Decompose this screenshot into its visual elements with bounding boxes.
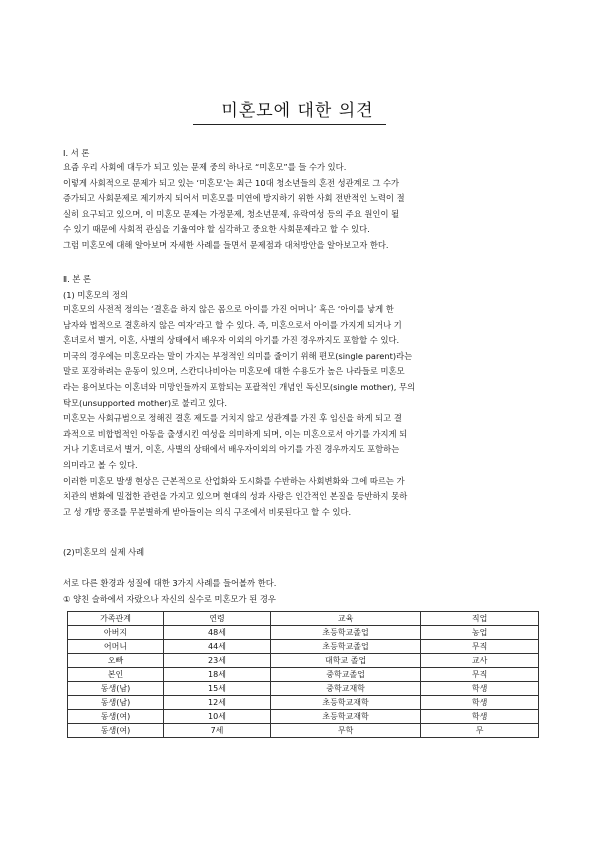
table-cell: 초등학교재학 xyxy=(270,696,420,710)
table-cell: 무학 xyxy=(270,724,420,738)
paragraph-line: 미혼모는 사회규범으로 정해진 결혼 제도를 거치지 않고 성관계를 가진 후 임신을 하게 되고 결 xyxy=(63,413,402,424)
column-header: 가족관계 xyxy=(68,612,164,626)
case-study-heading: (2)미혼모의 실제 사례 xyxy=(63,547,145,557)
table-cell: 동생(남) xyxy=(68,682,164,696)
paragraph-line: 말로 포장하려는 운동이 있으며, 스칸디나비아는 미혼모에 대한 수용도가 높은 나라들로 미혼모 xyxy=(63,366,405,377)
paragraph-line: 탁모(unsupported mother)로 불리고 있다. xyxy=(63,397,228,408)
table-cell: 본인 xyxy=(68,668,164,682)
table-cell: 동생(남) xyxy=(68,696,164,710)
paragraph-line: 과적으로 비합법적인 아동을 출생시킨 여성을 의미하게 되며, 이는 미혼으로서 아기를 가지게 되 xyxy=(63,428,408,439)
table-cell: 아버지 xyxy=(68,626,164,640)
table-cell: 무직 xyxy=(421,668,539,682)
body-heading: Ⅱ. 본 론 xyxy=(63,274,92,284)
paragraph-line: 치관의 변화에 밀접한 관련을 가지고 있으며 현대의 성과 사랑은 인간적인 본질을 등반하지 못하 xyxy=(63,491,408,502)
table-cell: 48세 xyxy=(164,626,271,640)
family-table xyxy=(67,611,539,738)
paragraph-line: 의미라고 볼 수 있다. xyxy=(63,459,138,470)
paragraph-line: 수 있기 때문에 사회적 관심을 기울여야 할 심각하고 중요한 사회문제라고 할 수 있다. xyxy=(63,224,370,235)
table-cell: 15세 xyxy=(164,682,271,696)
table-cell: 44세 xyxy=(164,640,271,654)
column-header: 직업 xyxy=(421,612,539,626)
table-row xyxy=(68,654,539,668)
definition-paragraph xyxy=(63,302,545,520)
table-cell: 오빠 xyxy=(68,654,164,668)
table-cell: 농업 xyxy=(421,626,539,640)
table-row xyxy=(68,710,539,724)
table-cell: 10세 xyxy=(164,710,271,724)
document-title: 미혼모에 대한 의견 xyxy=(221,101,374,121)
paragraph-line: 미혼모의 사전적 정의는 ‘결혼을 하지 않은 몸으로 아이를 가진 어머니’ 혹은 ‘아이를 낳게 한 xyxy=(63,304,394,314)
table-cell: 7세 xyxy=(164,724,271,738)
table-cell: 동생(여) xyxy=(68,724,164,738)
intro-paragraph xyxy=(63,160,545,254)
case-study-intro: 서로 다른 환경과 성질에 대한 3가지 사례를 들어볼까 한다. xyxy=(63,578,277,588)
table-row xyxy=(68,682,539,696)
table-cell: 12세 xyxy=(164,696,271,710)
table-cell: 초등학교졸업 xyxy=(270,626,420,640)
table-row xyxy=(68,626,539,640)
paragraph-line: 그럼 미혼모에 대해 알아보며 자세한 사례를 들면서 문제점과 대처방안을 알아보고자 한다. xyxy=(63,239,389,250)
paragraph-line: 이렇게 사회적으로 문제가 되고 있는 ‘미혼모’는 최근 10대 청소년들의 혼전 성관계로 그 수가 xyxy=(63,177,400,188)
table-cell: 무직 xyxy=(421,640,539,654)
title-underline xyxy=(193,124,386,125)
table-row xyxy=(68,696,539,710)
paragraph-line: 라는 용어보다는 이혼녀와 미망인들까지 포함되는 포괄적인 개념인 독신모(single mother), 무의 xyxy=(63,381,416,392)
paragraph-line: 남자와 법적으로 결혼하지 않은 여자’라고 할 수 있다. 즉, 미혼으로서 아이를 가지게 되거나 기 xyxy=(63,319,402,330)
paragraph-line: 미국의 경우에는 미혼모라는 말이 가지는 부정적인 의미를 줄이기 위해 편모(single parent)라는 xyxy=(63,350,413,361)
intro-heading: Ⅰ. 서 론 xyxy=(63,148,90,158)
table-cell: 초등학교졸업 xyxy=(270,640,420,654)
table-cell: 교사 xyxy=(421,654,539,668)
paragraph-line: 혼녀로서 별거, 이혼, 사별의 상태에서 배우자 이외의 아기를 가진 경우까지도 포함할 수 있다. xyxy=(63,335,400,346)
table-cell: 중학교재학 xyxy=(270,682,420,696)
paragraph-line: 이러한 미혼모 발생 현상은 근본적으로 산업화와 도시화를 수반하는 사회변화와 그에 따르는 가 xyxy=(63,475,405,486)
table-row xyxy=(68,668,539,682)
paragraph-line: 실히 요구되고 있으며, 이 미혼모 문제는 가정문제, 청소년문제, 유락여성 등의 주요 원인이 될 xyxy=(63,208,400,219)
paragraph-line: 거나 기혼녀로서 별거, 이혼, 사별의 상태에서 배우자이외의 아기를 가진 경우까지도 포함하는 xyxy=(63,444,400,455)
column-header: 연령 xyxy=(164,612,271,626)
table-header-row xyxy=(68,612,539,626)
table-cell: 무 xyxy=(421,724,539,738)
table-cell: 학생 xyxy=(421,710,539,724)
paragraph-line: 증가되고 사회문제로 제기까지 되어서 미혼모를 미연에 방지하기 위한 사회 전반적인 노력이 절 xyxy=(63,193,405,204)
table-cell: 23세 xyxy=(164,654,271,668)
paragraph-line: 요즘 우리 사회에 대두가 되고 있는 문제 중의 하나로 “미혼모”를 들 수가 있다. xyxy=(63,162,347,172)
table-cell: 초등학교재학 xyxy=(270,710,420,724)
table-cell: 중학교졸업 xyxy=(270,668,420,682)
definition-heading: (1) 미혼모의 정의 xyxy=(63,290,129,300)
case-1-heading: ① 양친 슬하에서 자랐으나 자신의 실수로 미혼모가 된 경우 xyxy=(63,594,276,604)
paragraph-line: 고 성 개방 풍조를 무분별하게 받아들이는 의식 구조에서 비롯된다고 할 수 있다. xyxy=(63,506,352,517)
table-cell: 학생 xyxy=(421,682,539,696)
table-cell: 동생(여) xyxy=(68,710,164,724)
table-cell: 어머니 xyxy=(68,640,164,654)
table-cell: 학생 xyxy=(421,696,539,710)
column-header: 교육 xyxy=(270,612,420,626)
table-cell: 18세 xyxy=(164,668,271,682)
table-cell: 대학교 졸업 xyxy=(270,654,420,668)
table-row xyxy=(68,724,539,738)
table-row xyxy=(68,640,539,654)
